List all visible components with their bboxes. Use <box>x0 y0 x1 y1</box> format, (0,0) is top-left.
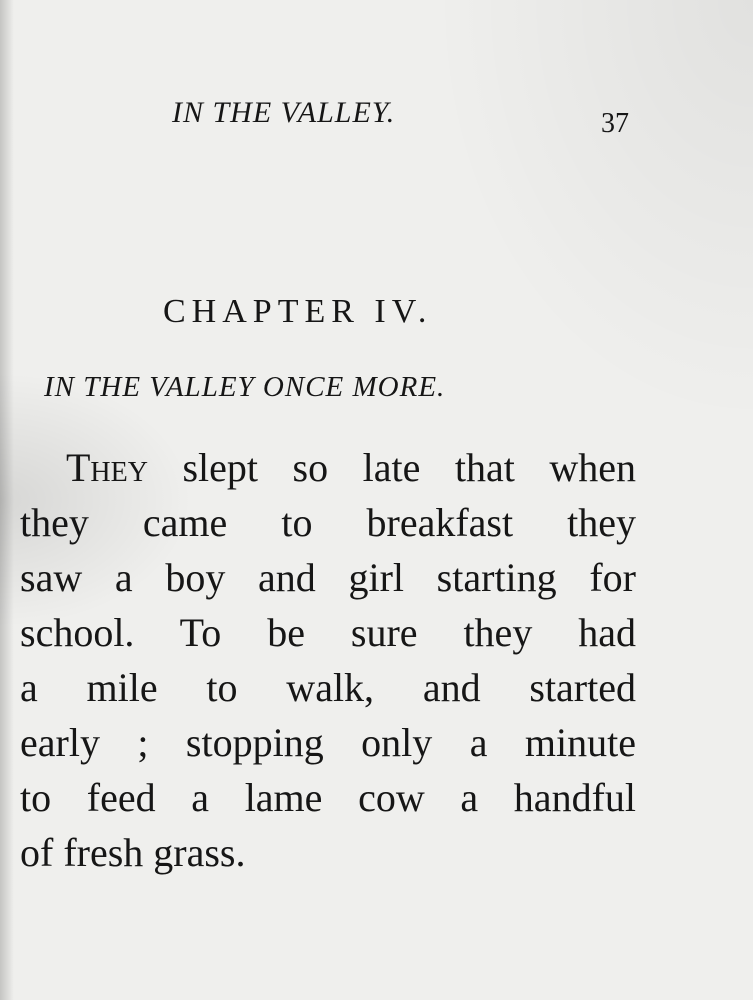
chapter-subtitle: IN THE VALLEY ONCE MORE. <box>44 371 446 403</box>
paragraph-line: saw a boy and girl starting for <box>20 555 636 600</box>
page-number: 37 <box>601 108 629 139</box>
page-edge-shadow <box>0 0 14 1000</box>
chapter-paragraph <box>20 440 636 880</box>
paragraph-line <box>20 440 636 495</box>
paragraph-line: early ; stopping only a minute <box>20 720 636 765</box>
paragraph-line-text: slept so late that when <box>147 445 636 490</box>
running-head: IN THE VALLEY. <box>172 96 396 129</box>
paragraph-line: a mile to walk, and started <box>20 665 636 710</box>
paragraph-line: to feed a lame cow a handful <box>20 775 636 820</box>
paragraph-line: school. To be sure they had <box>20 610 636 655</box>
drop-word: They <box>66 445 148 490</box>
paragraph-line: they came to breakfast they <box>20 500 636 545</box>
paragraph-line: of fresh grass. <box>20 830 246 875</box>
chapter-title: CHAPTER IV. <box>163 293 433 330</box>
